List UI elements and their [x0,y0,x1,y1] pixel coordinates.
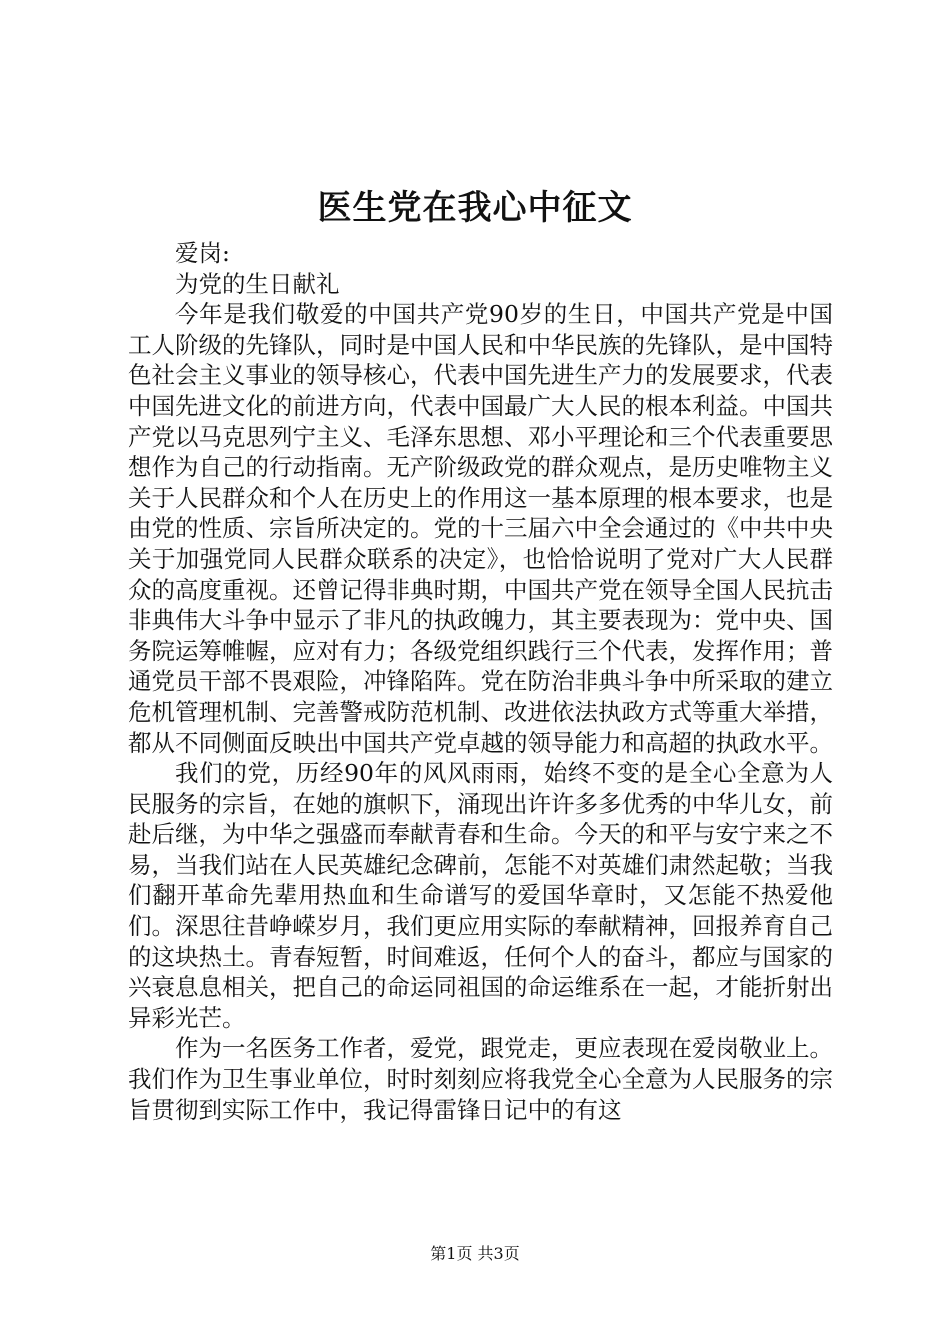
paragraph-3: 作为一名医务工作者，爱党，跟党走，更应表现在爱岗敬业上。我们作为卫生事业单位，时时刻刻应将我党全心全意为人民服务的宗旨贯彻到实际工作中，我记得雷锋日记中的有这 [128,1034,833,1124]
document-body [128,238,833,1125]
paragraph-2: 我们的党，历经90年的风风雨雨，始终不变的是全心全意为人民服务的宗旨，在她的旗帜下，涌现出许许多多优秀的中华儿女，前赴后继，为中华之强盛而奉献青春和生命。今天的和平与安宁来之不易，当我们站在人民英雄纪念碑前，怎能不对英雄们肃然起敬；当我们翻开革命先辈用热血和生命谱写的爱国华章时，又怎能不热爱他们。深思往昔峥嵘岁月，我们更应用实际的奉献精神，回报养育自己的这块热土。青春短暂，时间难返，任何个人的奋斗，都应与国家的兴衰息息相关，把自己的命运同祖国的命运维系在一起，才能折射出异彩光芒。 [128,759,833,1032]
paragraph-subtitle: 为党的生日献礼 [175,269,340,298]
paragraph-salutation: 爱岗: [175,239,230,267]
document-title: 医生党在我心中征文 [317,188,633,228]
page-footer: 第1页 共3页 [430,1244,520,1263]
paragraph-1: 今年是我们敬爱的中国共产党90岁的生日，中国共产党是中国工人阶级的先锋队，同时是中国人民和中华民族的先锋队，是中国特色社会主义事业的领导核心，代表中国先进生产力的发展要求，代表中国先进文化的前进方向，代表中国最广大人民的根本利益。中国共产党以马克思列宁主义、毛泽东思想、邓小平理论和三个代表重要思想作为自己的行动指南。无产阶级政党的群众观点，是历史唯物主义关于人民群众和个人在历史上的作用这一基本原理的根本要求，也是由党的性质、宗旨所决定的。党的十三届六中全会通过的《中共中央关于加强党同人民群众联系的决定》，也恰恰说明了党对广大人民群众的高度重视。还曾记得非典时期，中国共产党在领导全国人民抗击非典伟大斗争中显示了非凡的执政魄力，其主要表现为：党中央、国务院运筹帷幄，应对有力；各级党组织践行三个代表，发挥作用；普通党员干部不畏艰险，冲锋陷阵。党在防治非典斗争中所采取的建立危机管理机制、完善警戒防范机制、改进依法执政方式等重大举措，都从不同侧面反映出中国共产党卓越的领导能力和高超的执政水平。 [128,300,833,757]
